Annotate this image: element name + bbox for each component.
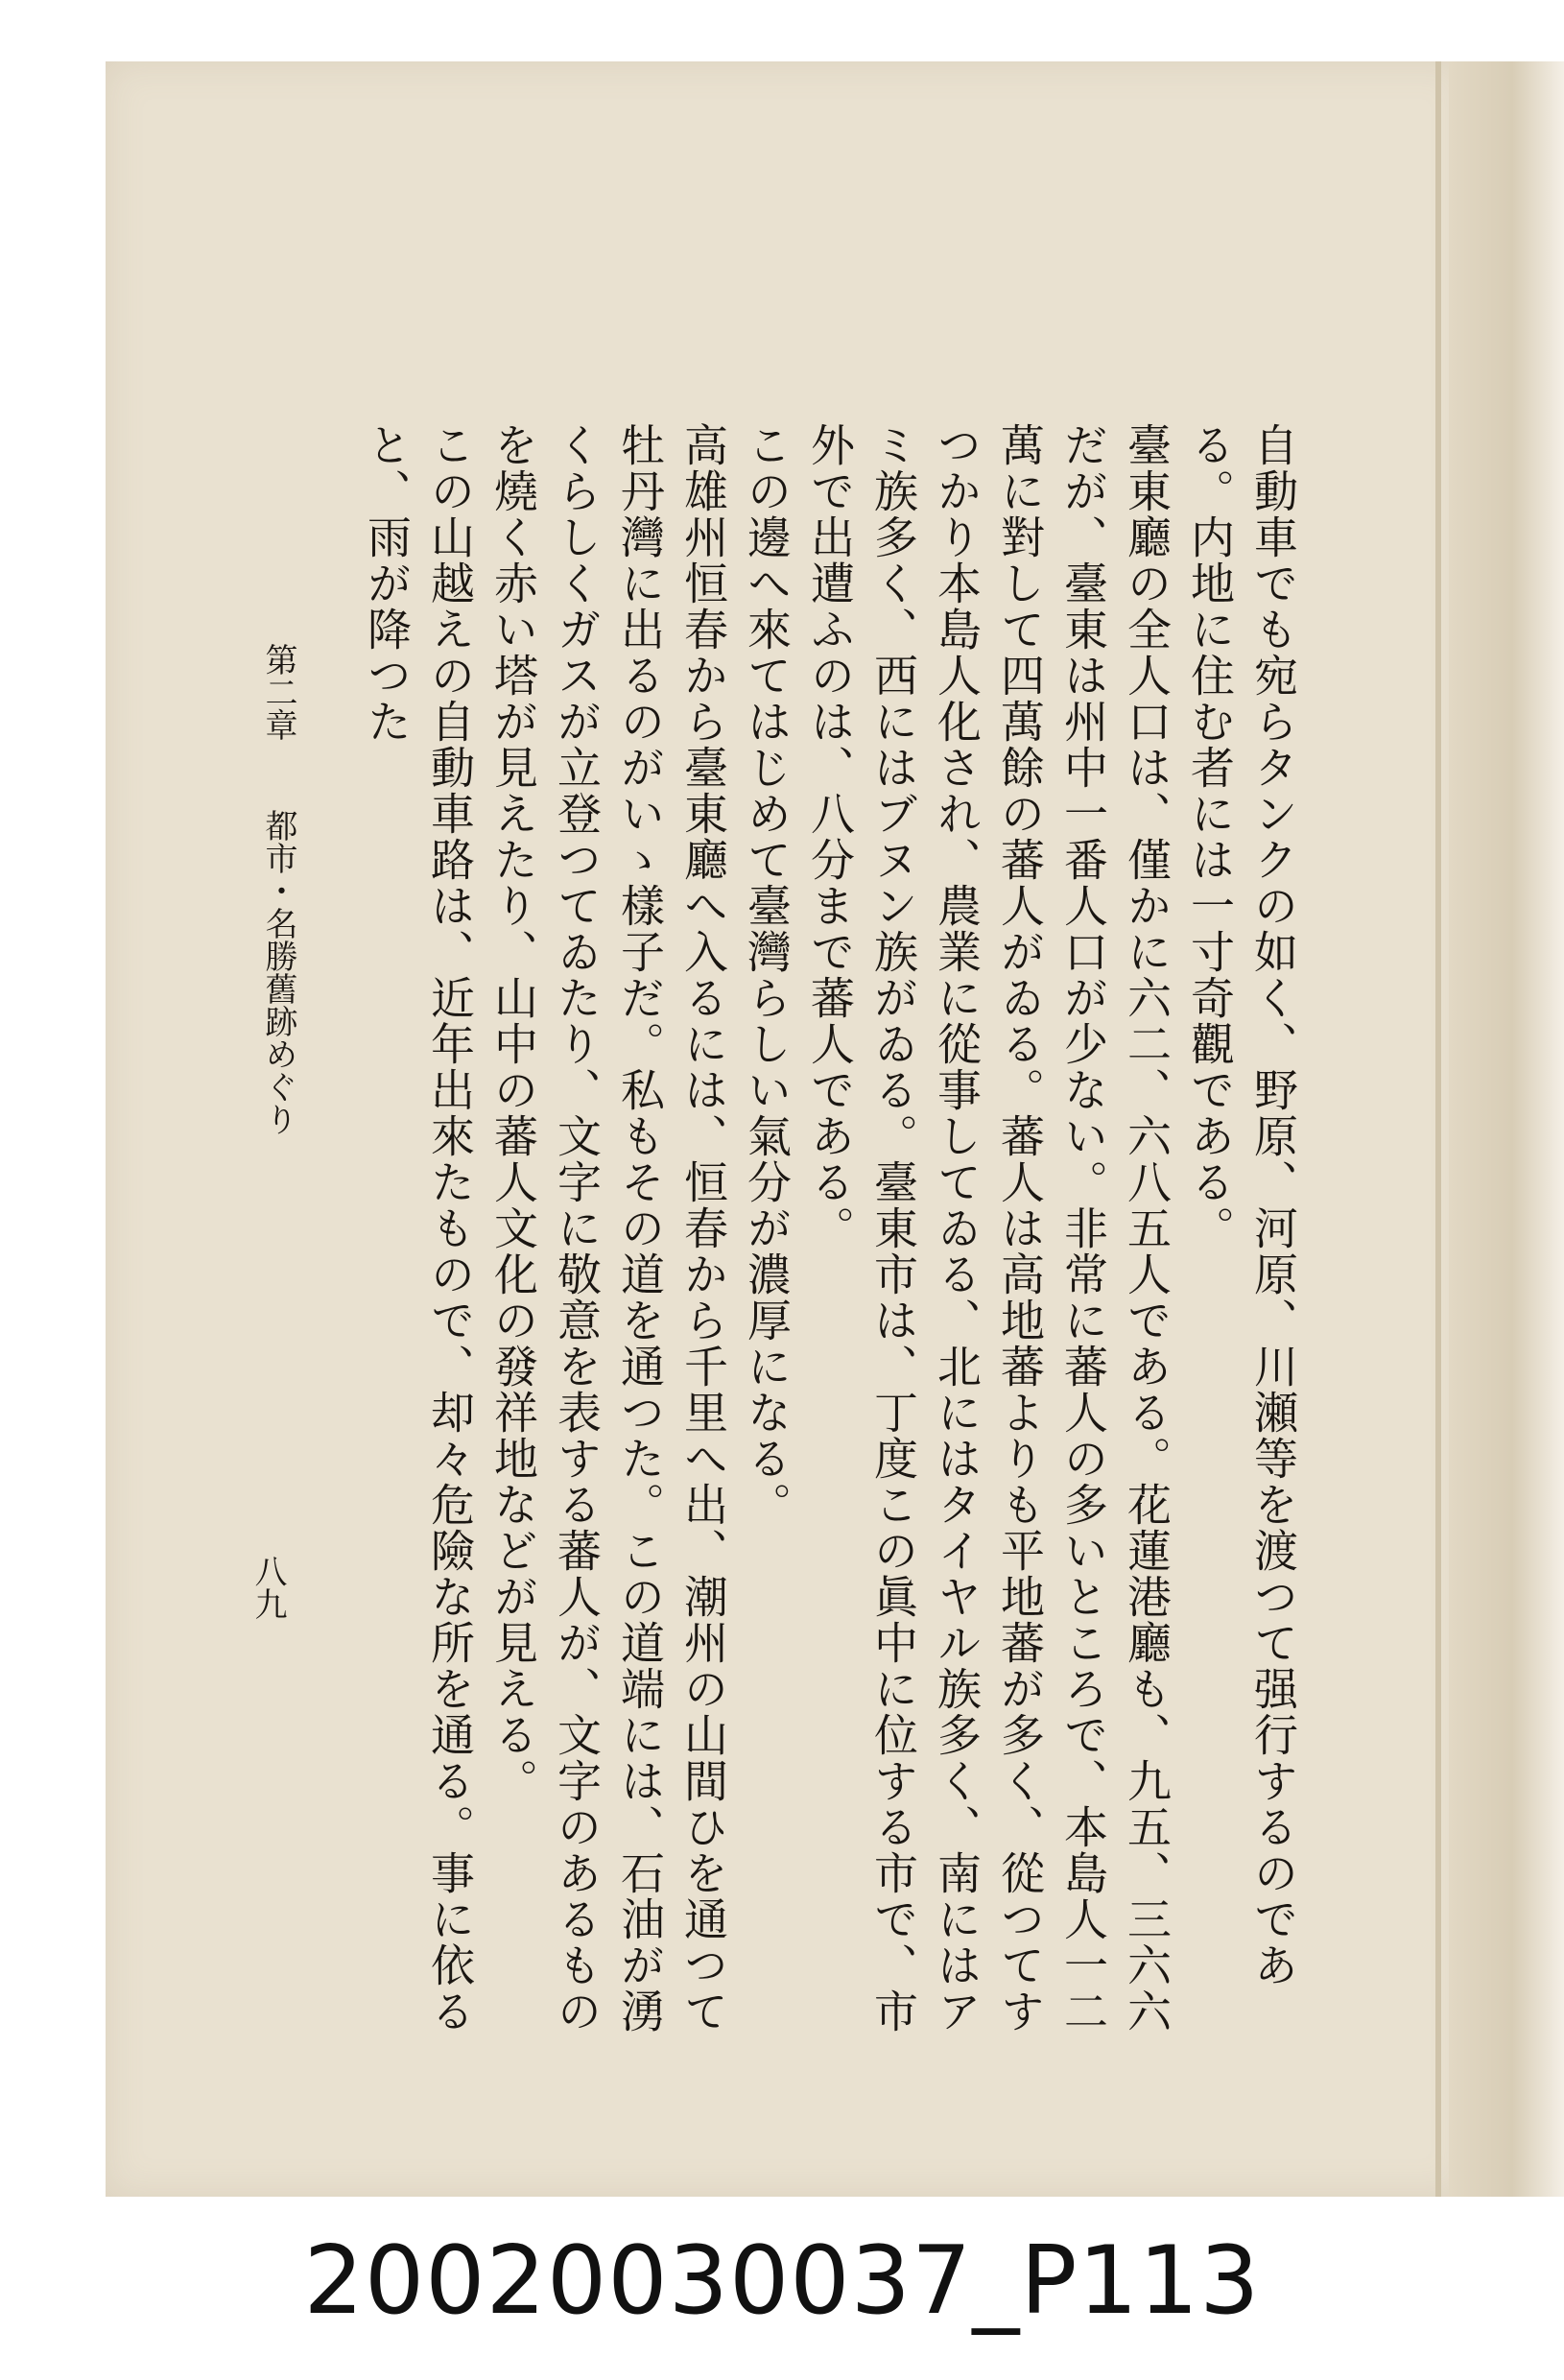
- page-edge: [1435, 61, 1441, 2197]
- paragraph-3: この邊へ來てはじめて臺灣らしい氣分が濃厚になる。: [741, 422, 793, 1528]
- paragraph-4: 高雄州恒春から臺東廳へ入るには、恒春から千里へ出、潮州の山間ひを通つて牡丹灣に出るのがいゝ樣子だ。私もその道を通つた。この道端には、石油が湧くらしくガスが立登つてゐたり、文字に敬意を表する蕃人が、文字のあるものを燒く赤い塔が見えたり、山中の蕃人文化の發祥地などが見える。: [487, 422, 729, 2035]
- body-text: [288, 422, 1305, 2035]
- paragraph-2: 臺東廳の全人口は、僅かに六二、六八五人である。花蓮港廳も、九五、三六六だが、臺東は州中一番人口が少ない。非常に蕃人の多いところで、本島人一二萬に對して四萬餘の蕃人がゐる。蕃人は高地蕃よりも平地蕃が多く、從つてすつかり本島人化され、農業に從事してゐる、北にはタイヤル族多く、南にはアミ族多く、西にはブヌン族がゐる。臺東市は、丁度この眞中に位する市で、市外で出遭ふのは、八分まで蕃人である。: [804, 422, 1173, 2035]
- paragraph-1: 自動車でも宛らタンクの如く、野原、河原、川瀬等を渡つて强行するのである。内地に住む者には一寸奇觀である。: [1184, 422, 1299, 1988]
- page-number: 八九: [249, 1555, 287, 1620]
- archive-id-caption: 20020030037_P113: [303, 2226, 1261, 2336]
- chapter-label: 第二章: [259, 643, 297, 741]
- paragraph-5: この山越えの自動車路は、近年出來たもので、却々危險な所を通る。事に依ると、雨が降つた: [361, 422, 476, 2035]
- next-page-edge: [1449, 61, 1564, 2197]
- running-footer: [245, 643, 302, 2025]
- chapter-title: 都市・名勝舊跡めぐり: [259, 808, 297, 1135]
